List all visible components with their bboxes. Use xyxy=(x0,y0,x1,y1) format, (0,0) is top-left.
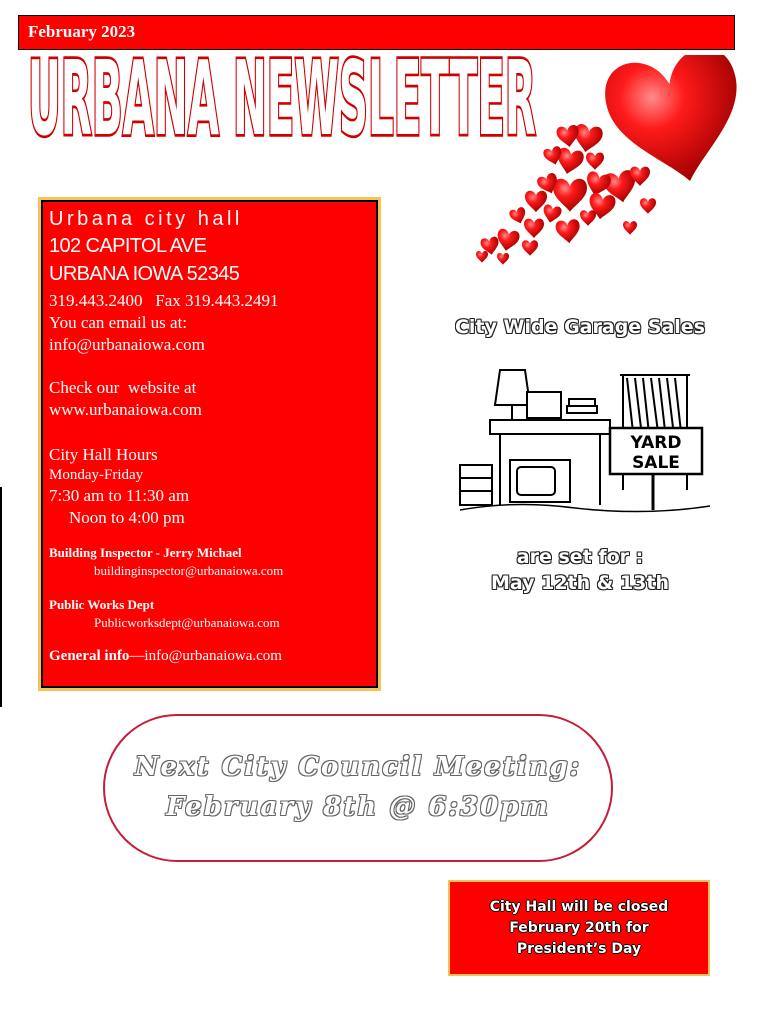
general-info-label: General info xyxy=(49,648,130,664)
yard-sign-line-2: SALE xyxy=(632,453,680,473)
email-label: You can email us at: xyxy=(49,313,188,332)
general-info-line xyxy=(49,648,282,665)
hours-days: Monday-Friday xyxy=(49,467,144,483)
address-line-2: URBANA IOWA 52345 xyxy=(49,263,240,285)
closed-notice-line-1: City Hall will be closed xyxy=(489,899,669,915)
small-hearts-icon xyxy=(476,123,656,265)
hours-title: City Hall Hours xyxy=(49,445,158,464)
garage-sale-title: City Wide Garage Sales xyxy=(454,316,706,338)
council-meeting-title: Next City Council Meeting: xyxy=(134,752,582,782)
building-inspector-email[interactable]: buildinginspector@urbanaiowa.com xyxy=(94,563,284,578)
garage-sale-set-for: are set for : xyxy=(516,546,644,568)
council-meeting-callout xyxy=(103,714,613,862)
yard-sign-line-1: YARD xyxy=(630,433,682,453)
masthead-text: URBANA NEWSLETTER xyxy=(28,55,536,160)
garage-sale-dates: May 12th & 13th xyxy=(490,572,670,594)
website-link[interactable]: www.urbanaiowa.com xyxy=(49,400,202,419)
newsletter-date: February 2023 xyxy=(28,22,136,41)
public-works-label: Public Works Dept xyxy=(49,597,155,612)
page-edge-line xyxy=(0,487,2,707)
council-meeting-date: February 8th @ 6:30pm xyxy=(166,792,550,822)
contact-info-box xyxy=(41,200,378,688)
address-line-1: 102 CAPITOL AVE xyxy=(49,235,207,257)
city-hall-name: Urbana city hall xyxy=(49,208,243,230)
general-info-separator: — xyxy=(129,648,145,664)
website-label: Check our website at xyxy=(49,378,197,397)
hours-afternoon: Noon to 4:00 pm xyxy=(69,508,185,527)
closed-notice-line-3: President’s Day xyxy=(516,941,642,957)
general-info-email[interactable]: info@urbanaiowa.com xyxy=(144,648,282,664)
email-link[interactable]: info@urbanaiowa.com xyxy=(49,335,205,354)
yard-sale-illustration xyxy=(455,360,715,520)
public-works-email[interactable]: Publicworksdept@urbanaiowa.com xyxy=(94,615,280,630)
date-banner xyxy=(18,15,735,50)
closed-notice-box xyxy=(448,880,710,976)
phone-fax: 319.443.2400 Fax 319.443.2491 xyxy=(49,291,279,310)
masthead-title xyxy=(24,55,544,165)
hours-morning: 7:30 am to 11:30 am xyxy=(49,486,190,505)
hearts-decoration xyxy=(470,55,740,265)
closed-notice-line-2: February 20th for xyxy=(509,920,649,936)
big-heart-icon xyxy=(599,55,740,195)
building-inspector-label: Building Inspector - Jerry Michael xyxy=(49,545,242,560)
